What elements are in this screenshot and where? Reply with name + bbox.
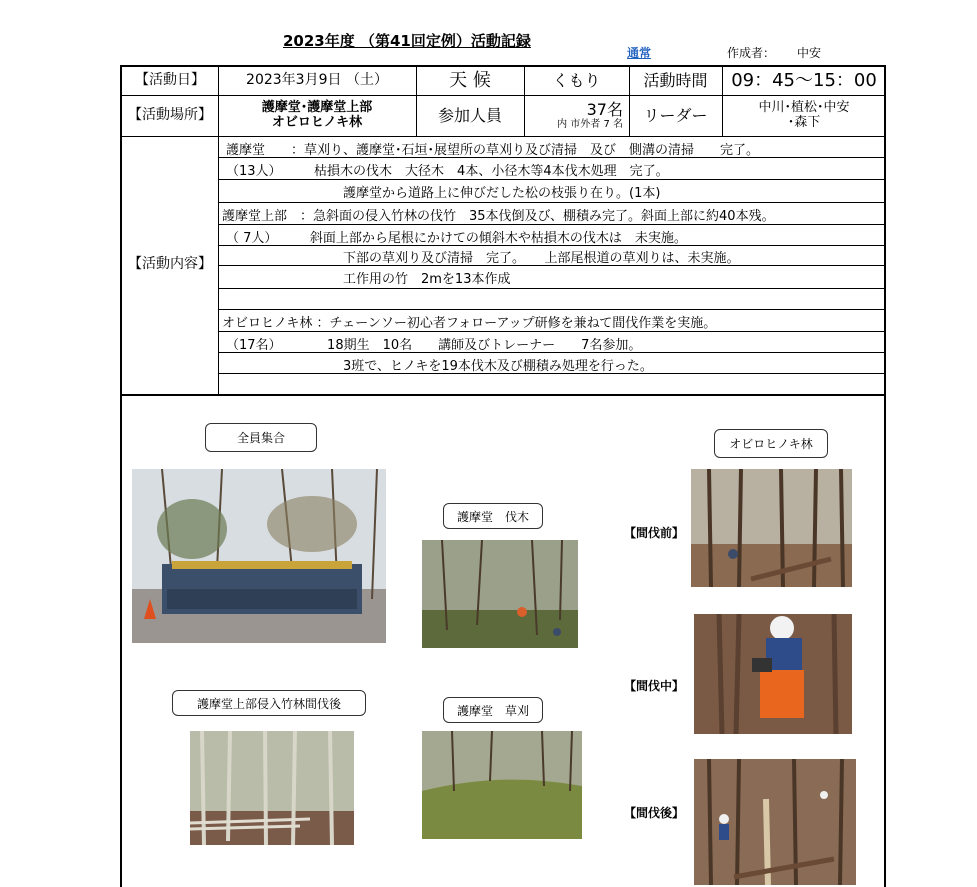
leader-line-2: ･森下	[787, 114, 821, 130]
content-line: 護摩堂 ：草刈り、護摩堂･石垣･展望所の草刈り及び清掃 及び 側溝の清掃 完了。	[226, 143, 760, 158]
content-line: 護摩堂から道路上に伸びだした松の枝張り在り。(1本)	[226, 186, 661, 201]
participants-note: 内 市外者 7 名	[557, 118, 623, 130]
time-label: 活動時間	[643, 71, 708, 91]
felling-photo	[422, 540, 578, 648]
author-label: 作成者：	[727, 46, 776, 60]
caption-gomado-felling: 護摩堂 伐木	[443, 503, 543, 529]
content-line: 護摩堂上部 ：急斜面の侵入竹林の伐竹 35本伐倒及び、棚積み完了。斜面上部に約40本残。	[222, 209, 775, 224]
caption-gomado-mowing: 護摩堂 草刈	[443, 697, 543, 723]
during-thinning-photo	[694, 614, 852, 734]
caption-group-photo: 全員集合	[205, 423, 317, 452]
leader-names	[722, 95, 886, 136]
author-name: 中安	[797, 46, 822, 60]
caption-bamboo-thinning: 護摩堂上部侵入竹林間伐後	[172, 690, 366, 716]
label-before-thinning: 【間伐前】	[624, 526, 685, 540]
before-thinning-photo	[691, 469, 852, 587]
content-line: （13人） 枯損木の伐木 大径木 4本、小径木等4本伐木処理 完了。	[226, 164, 669, 179]
place-label: 【活動場所】	[128, 106, 212, 123]
place-line-2: オビロヒノキ林	[271, 114, 363, 130]
mowing-photo	[422, 731, 582, 839]
place-line-1: 護摩堂･護摩堂上部	[261, 100, 373, 116]
leader-label: リーダー	[643, 105, 708, 125]
content-line: 下部の草刈り及び清掃 完了。 上部尾根道の草刈りは、未実施。	[226, 251, 740, 266]
document-title: 2023年度 （第41回定例）活動記録	[283, 32, 531, 50]
activity-time: 09：45～15：00	[731, 70, 877, 92]
content-line: （ 7人） 斜面上部から尾根にかけての傾斜木や枯損木の伐木は 未実施。	[226, 231, 687, 246]
activity-date: 2023年3月9日 （土）	[246, 72, 388, 89]
content-line: 工作用の竹 2mを13本作成	[226, 272, 511, 287]
bamboo-photo	[190, 731, 354, 845]
activity-place	[218, 95, 416, 136]
weather-label: 天 候	[449, 70, 491, 92]
label-after-thinning: 【間伐後】	[624, 806, 685, 820]
content-line: オビロヒノキ林 ：チェーンソー初心者フォローアップ研修を兼ねて間伐作業を実施。	[222, 316, 717, 331]
after-thinning-photo	[694, 759, 856, 885]
participants-cell	[524, 95, 629, 136]
caption-hinoki-forest: オビロヒノキ林	[714, 429, 828, 458]
activity-type-label: 通常	[627, 46, 652, 60]
content-label: 【活動内容】	[128, 256, 212, 273]
weather-value: くもり	[552, 71, 601, 91]
participants-label: 参加人員	[437, 105, 502, 125]
date-label: 【活動日】	[135, 72, 205, 89]
participants-count: 37名	[586, 100, 623, 120]
content-line: 3班で、ヒノキを19本伐木及び棚積み処理を行った。	[226, 359, 653, 374]
content-line: （17名） 18期生 10名 講師及びトレーナー 7名参加。	[226, 338, 642, 353]
author-info	[727, 44, 821, 61]
label-during-thinning: 【間伐中】	[624, 679, 685, 693]
leader-line-1: 中川･植松･中安	[758, 100, 850, 116]
group-photo	[132, 469, 386, 643]
